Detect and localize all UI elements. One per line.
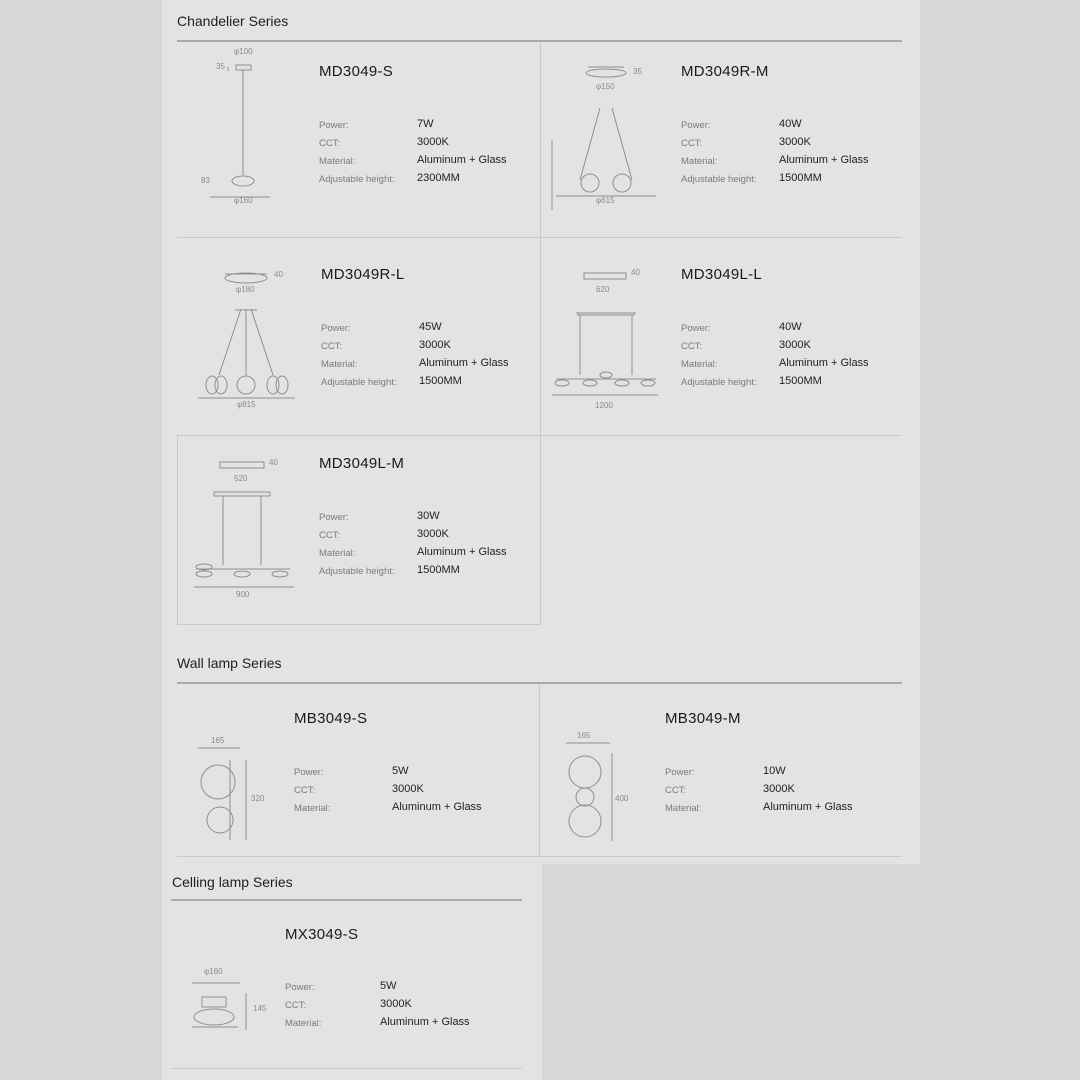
spec-label: CCT: [285,1000,307,1011]
spec-label: Adjustable height: [319,174,395,185]
model-name: MD3049L-L [681,266,763,283]
spec-value: Aluminum + Glass [779,357,869,369]
spec-table [319,510,559,582]
spec-value: 2300MM [417,172,460,184]
lamp-drawing [200,55,290,205]
spec-label: Power: [321,323,351,334]
grid-divider [177,237,902,238]
spec-value: Aluminum + Glass [779,154,869,166]
spec-label: CCT: [681,138,703,149]
grid-divider [177,856,902,857]
spec-label: Power: [319,120,349,131]
spec-label: CCT: [319,530,341,541]
dimension-label: 40 [274,270,283,279]
spec-value: Aluminum + Glass [392,801,482,813]
spec-label: CCT: [294,785,316,796]
spec-table [681,118,921,190]
grid-divider [539,684,540,856]
dimension-label: 165 [211,736,225,745]
spec-value: 40W [779,321,802,333]
spec-label: Material: [294,803,331,814]
dimension-label: 1200 [595,401,613,410]
spec-label: CCT: [319,138,341,149]
spec-label: Adjustable height: [321,377,397,388]
spec-value: Aluminum + Glass [417,546,507,558]
dimension-label: 35 [633,67,642,76]
spec-value: 40W [779,118,802,130]
dimension-label: 165 [577,731,591,740]
section-rule [171,899,522,901]
spec-label: Material: [319,548,356,559]
dimension-label: φ615 [596,196,615,205]
spec-value: 3000K [779,136,811,148]
spec-label: Adjustable height: [681,174,757,185]
spec-value: Aluminum + Glass [419,357,509,369]
dimension-label: 520 [234,474,248,483]
spec-label: Power: [294,767,324,778]
spec-value: 1500MM [779,375,822,387]
grid-divider [177,435,178,625]
spec-label: Power: [681,120,711,131]
grid-divider [177,435,902,436]
spec-table [665,765,905,819]
spec-value: 3000K [380,998,412,1010]
model-name: MB3049-S [294,710,368,727]
dimension-label: 83 [201,176,210,185]
dimension-label: φ160 [204,967,223,976]
spec-label: Power: [665,767,695,778]
spec-table [285,980,525,1034]
spec-label: Adjustable height: [681,377,757,388]
spec-value: 1500MM [779,172,822,184]
spec-label: CCT: [321,341,343,352]
dimension-label: 35 [216,62,225,71]
spec-label: Power: [319,512,349,523]
dimension-label: 40 [631,268,640,277]
section-title-wall-lamp: Wall lamp Series [177,655,282,671]
spec-value: 7W [417,118,434,130]
dimension-label: 900 [236,590,250,599]
spec-label: Adjustable height: [319,566,395,577]
spec-label: Material: [319,156,356,167]
spec-label: CCT: [681,341,703,352]
spec-value: 45W [419,321,442,333]
spec-table [321,321,561,393]
spec-value: 3000K [763,783,795,795]
model-name: MX3049-S [285,926,359,943]
spec-value: 3000K [779,339,811,351]
spec-value: Aluminum + Glass [380,1016,470,1028]
spec-value: 30W [417,510,440,522]
dimension-label: φ160 [234,196,253,205]
spec-value: 1500MM [417,564,460,576]
dimension-label: 620 [596,285,610,294]
spec-table [681,321,921,393]
dimension-label: φ150 [596,82,615,91]
spec-value: Aluminum + Glass [763,801,853,813]
spec-table [294,765,534,819]
spec-value: Aluminum + Glass [417,154,507,166]
dimension-label: 145 [253,1004,267,1013]
spec-value: 3000K [417,528,449,540]
spec-label: Power: [681,323,711,334]
grid-divider [171,1068,522,1069]
spec-label: CCT: [665,785,687,796]
spec-value: 5W [380,980,397,992]
spec-value: 3000K [419,339,451,351]
spec-label: Material: [681,359,718,370]
spec-value: 10W [763,765,786,777]
model-name: MD3049R-M [681,63,769,80]
dimension-label: 320 [251,794,265,803]
section-title-chandelier: Chandelier Series [177,13,289,29]
lamp-drawing [560,735,630,850]
spec-value: 3000K [392,783,424,795]
dimension-label: φ180 [236,285,255,294]
dimension-label: 40 [269,458,278,467]
spec-value: 3000K [417,136,449,148]
model-name: MD3049R-L [321,266,405,283]
model-name: MD3049L-M [319,455,405,472]
dimension-label: φ815 [237,400,256,409]
section-title-ceiling-lamp: Celling lamp Series [172,874,293,890]
spec-value: 1500MM [419,375,462,387]
model-name: MD3049-S [319,63,394,80]
spec-value: 5W [392,765,409,777]
spec-label: Material: [665,803,702,814]
spec-label: Material: [321,359,358,370]
spec-label: Material: [681,156,718,167]
spec-label: Material: [285,1018,322,1029]
model-name: MB3049-M [665,710,741,727]
spec-table [319,118,559,190]
grid-divider [177,624,541,625]
spec-label: Power: [285,982,315,993]
dimension-label: φ100 [234,47,253,56]
dimension-label: 400 [615,794,629,803]
